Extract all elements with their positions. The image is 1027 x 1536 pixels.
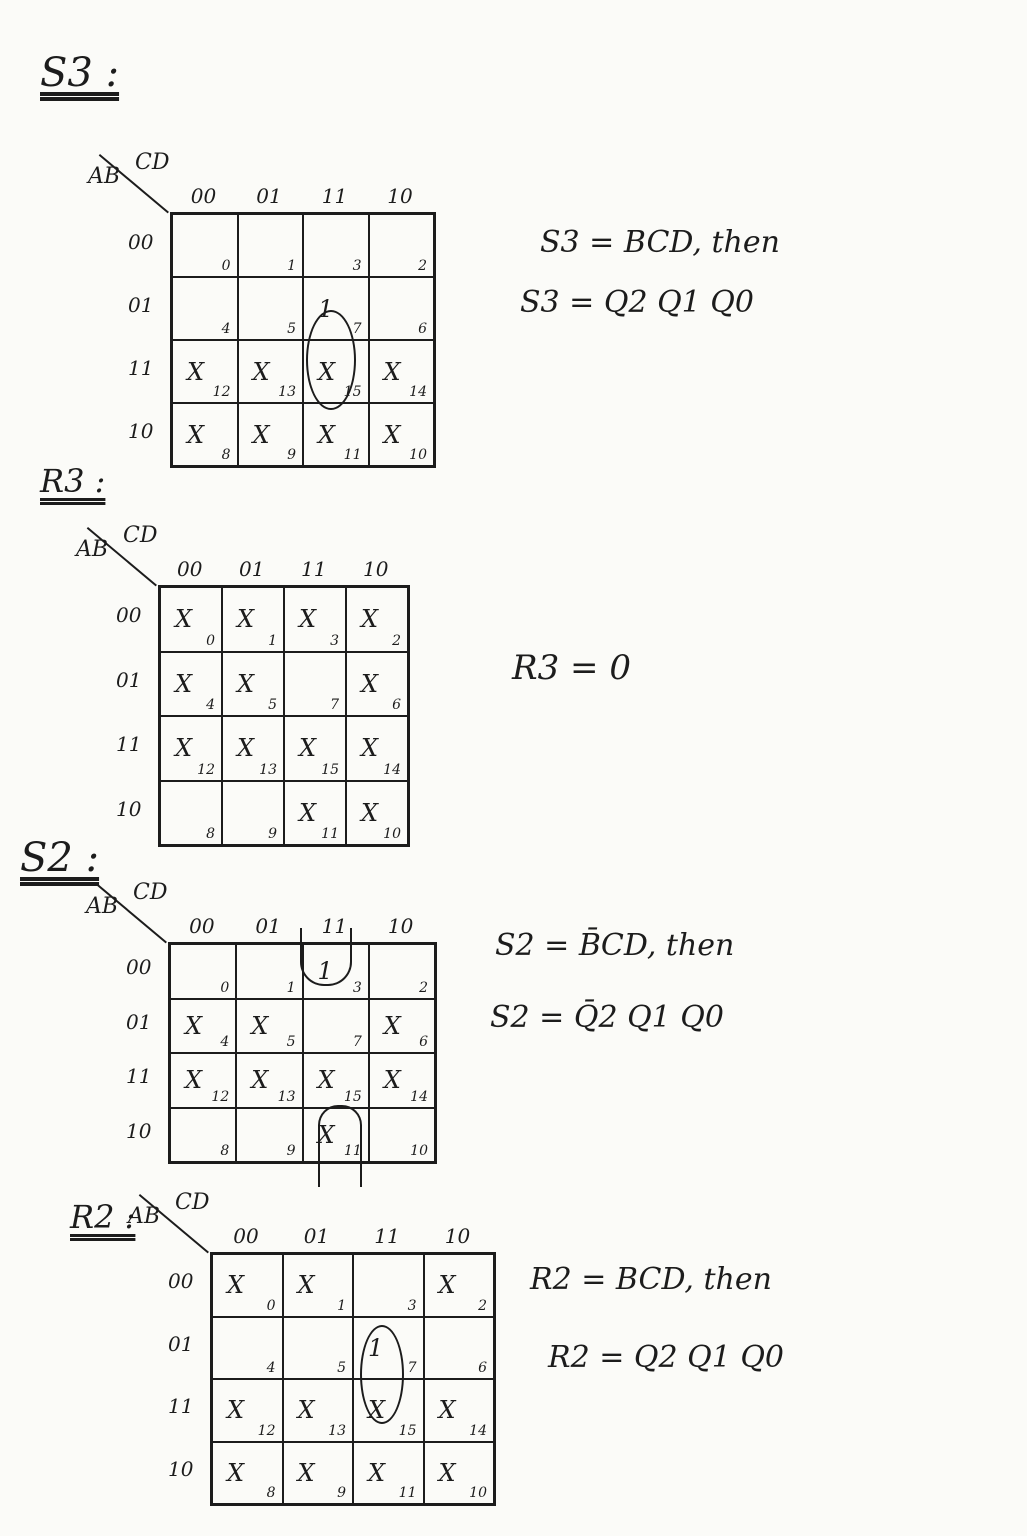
cell-value: X xyxy=(361,669,379,698)
kmap-grid xyxy=(168,942,437,1164)
cell-index: 2 xyxy=(392,632,401,649)
cell-value: X xyxy=(237,605,255,634)
kmap-cell xyxy=(346,587,408,652)
cell-index: 0 xyxy=(221,258,231,274)
col-header: 11 xyxy=(374,1224,400,1248)
section-title-r3: R3 : xyxy=(40,462,106,500)
cell-index: 10 xyxy=(383,826,401,842)
kmap-cell xyxy=(172,403,238,466)
col-header: 10 xyxy=(363,557,389,581)
col-header: 01 xyxy=(239,557,265,581)
cell-index: 4 xyxy=(266,1360,276,1376)
cell-index: 7 xyxy=(407,1360,417,1376)
cell-index: 10 xyxy=(410,1143,428,1159)
kmap-grid xyxy=(210,1252,496,1506)
kmap-cell xyxy=(353,1254,424,1317)
col-header: 10 xyxy=(444,1224,471,1248)
col-header: 00 xyxy=(189,914,215,938)
col-header: 10 xyxy=(387,184,413,208)
cell-index: 2 xyxy=(478,1297,487,1314)
kmap-cell xyxy=(303,999,369,1054)
cell-index: 14 xyxy=(410,1088,428,1105)
kmap-cell xyxy=(303,1053,369,1108)
cell-value: X xyxy=(438,1458,456,1487)
kmap-cell xyxy=(303,214,369,277)
cell-index: 3 xyxy=(352,258,362,274)
kmap-cell xyxy=(236,999,302,1054)
cell-value: X xyxy=(299,798,317,827)
cell-index: 0 xyxy=(220,979,230,996)
cell-value: X xyxy=(383,1066,401,1095)
cell-value: X xyxy=(361,798,379,827)
cell-value: X xyxy=(252,357,270,386)
corner-row-label: AB xyxy=(128,1204,161,1229)
row-header: 01 xyxy=(126,1009,152,1034)
cell-value: X xyxy=(361,734,379,763)
section-title-r2: R2 : xyxy=(70,1198,136,1236)
kmap-cell xyxy=(303,1108,369,1163)
cell-value: X xyxy=(187,420,205,449)
row-header: 00 xyxy=(126,955,152,980)
cell-index: 4 xyxy=(206,697,215,713)
cell-value: X xyxy=(317,1066,335,1095)
kmap-cell xyxy=(369,1053,435,1108)
kmap-cell xyxy=(346,716,408,781)
cell-index: 7 xyxy=(352,1034,362,1050)
kmap-cell xyxy=(284,587,346,652)
row-header: 11 xyxy=(128,355,154,380)
kmap-cell xyxy=(284,781,346,846)
cell-index: 13 xyxy=(277,1088,296,1105)
kmap-cell xyxy=(238,403,304,466)
cell-value: X xyxy=(187,357,205,386)
cell-value: X xyxy=(227,1271,245,1300)
cell-index: 3 xyxy=(352,979,362,996)
cell-index: 6 xyxy=(418,321,427,337)
cell-index: 14 xyxy=(469,1422,487,1439)
corner-col-label: CD xyxy=(135,150,170,175)
cell-value: X xyxy=(383,420,401,449)
cell-value: X xyxy=(297,1396,315,1425)
cell-value: X xyxy=(299,605,317,634)
cell-value: X xyxy=(368,1396,386,1425)
kmap-cell xyxy=(222,716,284,781)
kmap-cell xyxy=(283,1442,354,1505)
cell-index: 3 xyxy=(330,632,339,649)
cell-value: X xyxy=(299,734,317,763)
kmap-cell xyxy=(369,277,435,340)
cell-index: 12 xyxy=(257,1422,276,1439)
cell-value: X xyxy=(227,1458,245,1487)
kmap-cell xyxy=(236,944,302,999)
kmap-cell xyxy=(238,214,304,277)
col-header: 01 xyxy=(303,1224,330,1248)
cell-value: 1 xyxy=(318,294,334,323)
cell-index: 5 xyxy=(286,1034,296,1050)
kmap-cell xyxy=(424,1317,495,1380)
equation-r2-line1: R2 = BCD, then xyxy=(530,1262,772,1297)
cell-value: X xyxy=(317,1120,335,1149)
kmap-cell xyxy=(424,1379,495,1442)
cell-value: X xyxy=(237,669,255,698)
row-header: 00 xyxy=(116,603,142,628)
kmap-cell xyxy=(170,944,236,999)
cell-value: X xyxy=(251,1066,269,1095)
cell-index: 12 xyxy=(212,384,231,400)
row-header: 10 xyxy=(116,796,142,821)
kmap-cell xyxy=(283,1317,354,1380)
kmap-cell xyxy=(369,340,435,403)
kmap-cell xyxy=(424,1442,495,1505)
cell-value: X xyxy=(175,669,193,698)
kmap-cell xyxy=(160,652,222,717)
row-header: 11 xyxy=(116,732,142,757)
cell-index: 11 xyxy=(343,447,362,463)
cell-index: 9 xyxy=(287,447,296,463)
cell-value: X xyxy=(227,1396,245,1425)
equation-r3: R3 = 0 xyxy=(512,648,631,688)
row-header: 10 xyxy=(126,1118,152,1143)
cell-index: 6 xyxy=(478,1360,487,1376)
cell-value: X xyxy=(361,605,379,634)
equation-s3-line2: S3 = Q2 Q1 Q0 xyxy=(520,285,754,320)
cell-index: 6 xyxy=(392,697,401,713)
kmap-cell xyxy=(303,944,369,999)
cell-value: X xyxy=(318,357,336,386)
cell-index: 13 xyxy=(278,384,296,400)
kmap-cell xyxy=(170,999,236,1054)
kmap-cell xyxy=(303,277,369,340)
kmap-cell xyxy=(212,1254,283,1317)
kmap-cell xyxy=(346,652,408,717)
col-header: 00 xyxy=(190,184,217,208)
cell-index: 8 xyxy=(206,826,215,842)
cell-index: 7 xyxy=(330,697,339,713)
kmap-cell xyxy=(170,1053,236,1108)
cell-index: 5 xyxy=(337,1360,346,1376)
kmap-cell xyxy=(238,340,304,403)
kmap-cell xyxy=(172,340,238,403)
kmap-cell xyxy=(222,587,284,652)
cell-value: X xyxy=(383,357,401,386)
kmap-cell xyxy=(212,1379,283,1442)
cell-index: 1 xyxy=(337,1297,346,1314)
equation-r2-line2: R2 = Q2 Q1 Q0 xyxy=(548,1340,785,1375)
kmap-cell xyxy=(369,944,435,999)
equation-s2-line1: S2 = B̄CD, then xyxy=(495,928,735,963)
cell-value: X xyxy=(185,1011,203,1040)
row-header: 00 xyxy=(168,1269,194,1294)
kmap-cell xyxy=(303,403,369,466)
col-header: 01 xyxy=(256,184,282,208)
cell-value: X xyxy=(438,1396,456,1425)
kmap-cell xyxy=(222,781,284,846)
kmap-cell xyxy=(353,1442,424,1505)
cell-index: 5 xyxy=(287,321,296,337)
kmap-cell xyxy=(172,277,238,340)
cell-index: 13 xyxy=(328,1422,346,1439)
row-header: 11 xyxy=(126,1064,152,1089)
cell-index: 4 xyxy=(220,1034,230,1050)
cell-index: 10 xyxy=(409,447,427,463)
cell-index: 8 xyxy=(221,447,231,463)
corner-col-label: CD xyxy=(175,1190,210,1215)
col-header: 11 xyxy=(321,184,348,208)
kmap-cell xyxy=(346,781,408,846)
kmap-cell xyxy=(160,716,222,781)
kmap-cell xyxy=(170,1108,236,1163)
cell-index: 14 xyxy=(383,761,401,778)
cell-index: 6 xyxy=(419,1034,428,1050)
kmap-cell xyxy=(369,214,435,277)
cell-value: X xyxy=(368,1458,386,1487)
cell-index: 0 xyxy=(266,1297,276,1314)
corner-col-label: CD xyxy=(133,880,168,905)
kmap-cell xyxy=(160,587,222,652)
equation-s2-line2: S2 = Q̄2 Q1 Q0 xyxy=(490,1000,724,1035)
cell-value: X xyxy=(175,605,193,634)
col-header: 11 xyxy=(301,557,327,581)
cell-value: 1 xyxy=(317,957,333,986)
cell-value: X xyxy=(185,1066,203,1095)
row-header: 00 xyxy=(128,229,154,254)
cell-value: X xyxy=(175,734,193,763)
kmap-cell xyxy=(172,214,238,277)
kmap-cell xyxy=(369,403,435,466)
section-title-s2: S2 : xyxy=(20,835,100,881)
kmap-grid xyxy=(158,585,410,847)
cell-index: 4 xyxy=(221,321,231,337)
cell-index: 1 xyxy=(287,258,296,274)
cell-value: X xyxy=(318,420,336,449)
kmap-cell xyxy=(369,999,435,1054)
cell-value: X xyxy=(383,1011,401,1040)
col-header: 00 xyxy=(177,557,203,581)
kmap-cell xyxy=(283,1254,354,1317)
cell-index: 1 xyxy=(286,979,296,996)
cell-value: X xyxy=(297,1271,315,1300)
kmap-cell xyxy=(424,1254,495,1317)
section-title-s3: S3 : xyxy=(40,50,120,96)
cell-index: 5 xyxy=(268,697,277,713)
kmap-cell xyxy=(369,1108,435,1163)
kmap-cell xyxy=(236,1053,302,1108)
cell-index: 1 xyxy=(268,632,277,649)
cell-index: 15 xyxy=(321,761,339,778)
cell-index: 2 xyxy=(418,258,427,274)
cell-index: 11 xyxy=(321,826,339,842)
row-header: 10 xyxy=(128,418,154,443)
kmap-cell xyxy=(212,1442,283,1505)
kmap-cell xyxy=(283,1379,354,1442)
cell-index: 11 xyxy=(398,1485,417,1501)
cell-index: 7 xyxy=(352,321,362,337)
cell-value: X xyxy=(297,1458,315,1487)
cell-index: 12 xyxy=(211,1088,230,1105)
col-header: 10 xyxy=(387,914,414,938)
col-header: 11 xyxy=(321,914,348,938)
kmap-cell xyxy=(236,1108,302,1163)
row-header: 11 xyxy=(168,1394,194,1419)
kmap-cell xyxy=(353,1317,424,1380)
col-header: 00 xyxy=(233,1224,259,1248)
cell-value: X xyxy=(438,1271,456,1300)
row-header: 01 xyxy=(116,667,142,692)
cell-index: 3 xyxy=(407,1297,417,1314)
kmap-cell xyxy=(222,652,284,717)
col-header: 01 xyxy=(255,914,281,938)
cell-index: 15 xyxy=(343,384,362,400)
cell-index: 14 xyxy=(409,384,427,400)
cell-index: 12 xyxy=(197,761,215,778)
cell-index: 11 xyxy=(343,1143,362,1159)
cell-index: 15 xyxy=(343,1088,362,1105)
cell-value: X xyxy=(251,1011,269,1040)
kmap-cell xyxy=(212,1317,283,1380)
equation-s3-line1: S3 = BCD, then xyxy=(540,225,780,260)
kmap-cell xyxy=(284,652,346,717)
cell-value: X xyxy=(252,420,270,449)
cell-index: 9 xyxy=(286,1143,296,1159)
cell-index: 13 xyxy=(259,761,277,778)
cell-index: 10 xyxy=(469,1485,487,1501)
kmap-cell xyxy=(238,277,304,340)
kmap-grid xyxy=(170,212,436,468)
cell-index: 8 xyxy=(220,1143,230,1159)
corner-row-label: AB xyxy=(86,894,119,919)
cell-index: 15 xyxy=(398,1422,417,1439)
cell-value: 1 xyxy=(368,1333,384,1362)
corner-col-label: CD xyxy=(123,523,158,548)
kmap-cell xyxy=(284,716,346,781)
corner-row-label: AB xyxy=(88,164,121,189)
cell-index: 8 xyxy=(266,1485,276,1501)
kmap-cell xyxy=(353,1379,424,1442)
cell-index: 9 xyxy=(268,826,277,842)
kmap-cell xyxy=(160,781,222,846)
cell-index: 9 xyxy=(337,1485,346,1501)
row-header: 01 xyxy=(168,1331,194,1356)
kmap-cell xyxy=(303,340,369,403)
corner-row-label: AB xyxy=(76,537,109,562)
row-header: 01 xyxy=(128,292,154,317)
cell-value: X xyxy=(237,734,255,763)
cell-index: 0 xyxy=(206,632,215,649)
row-header: 10 xyxy=(168,1456,194,1481)
cell-index: 2 xyxy=(419,979,428,996)
